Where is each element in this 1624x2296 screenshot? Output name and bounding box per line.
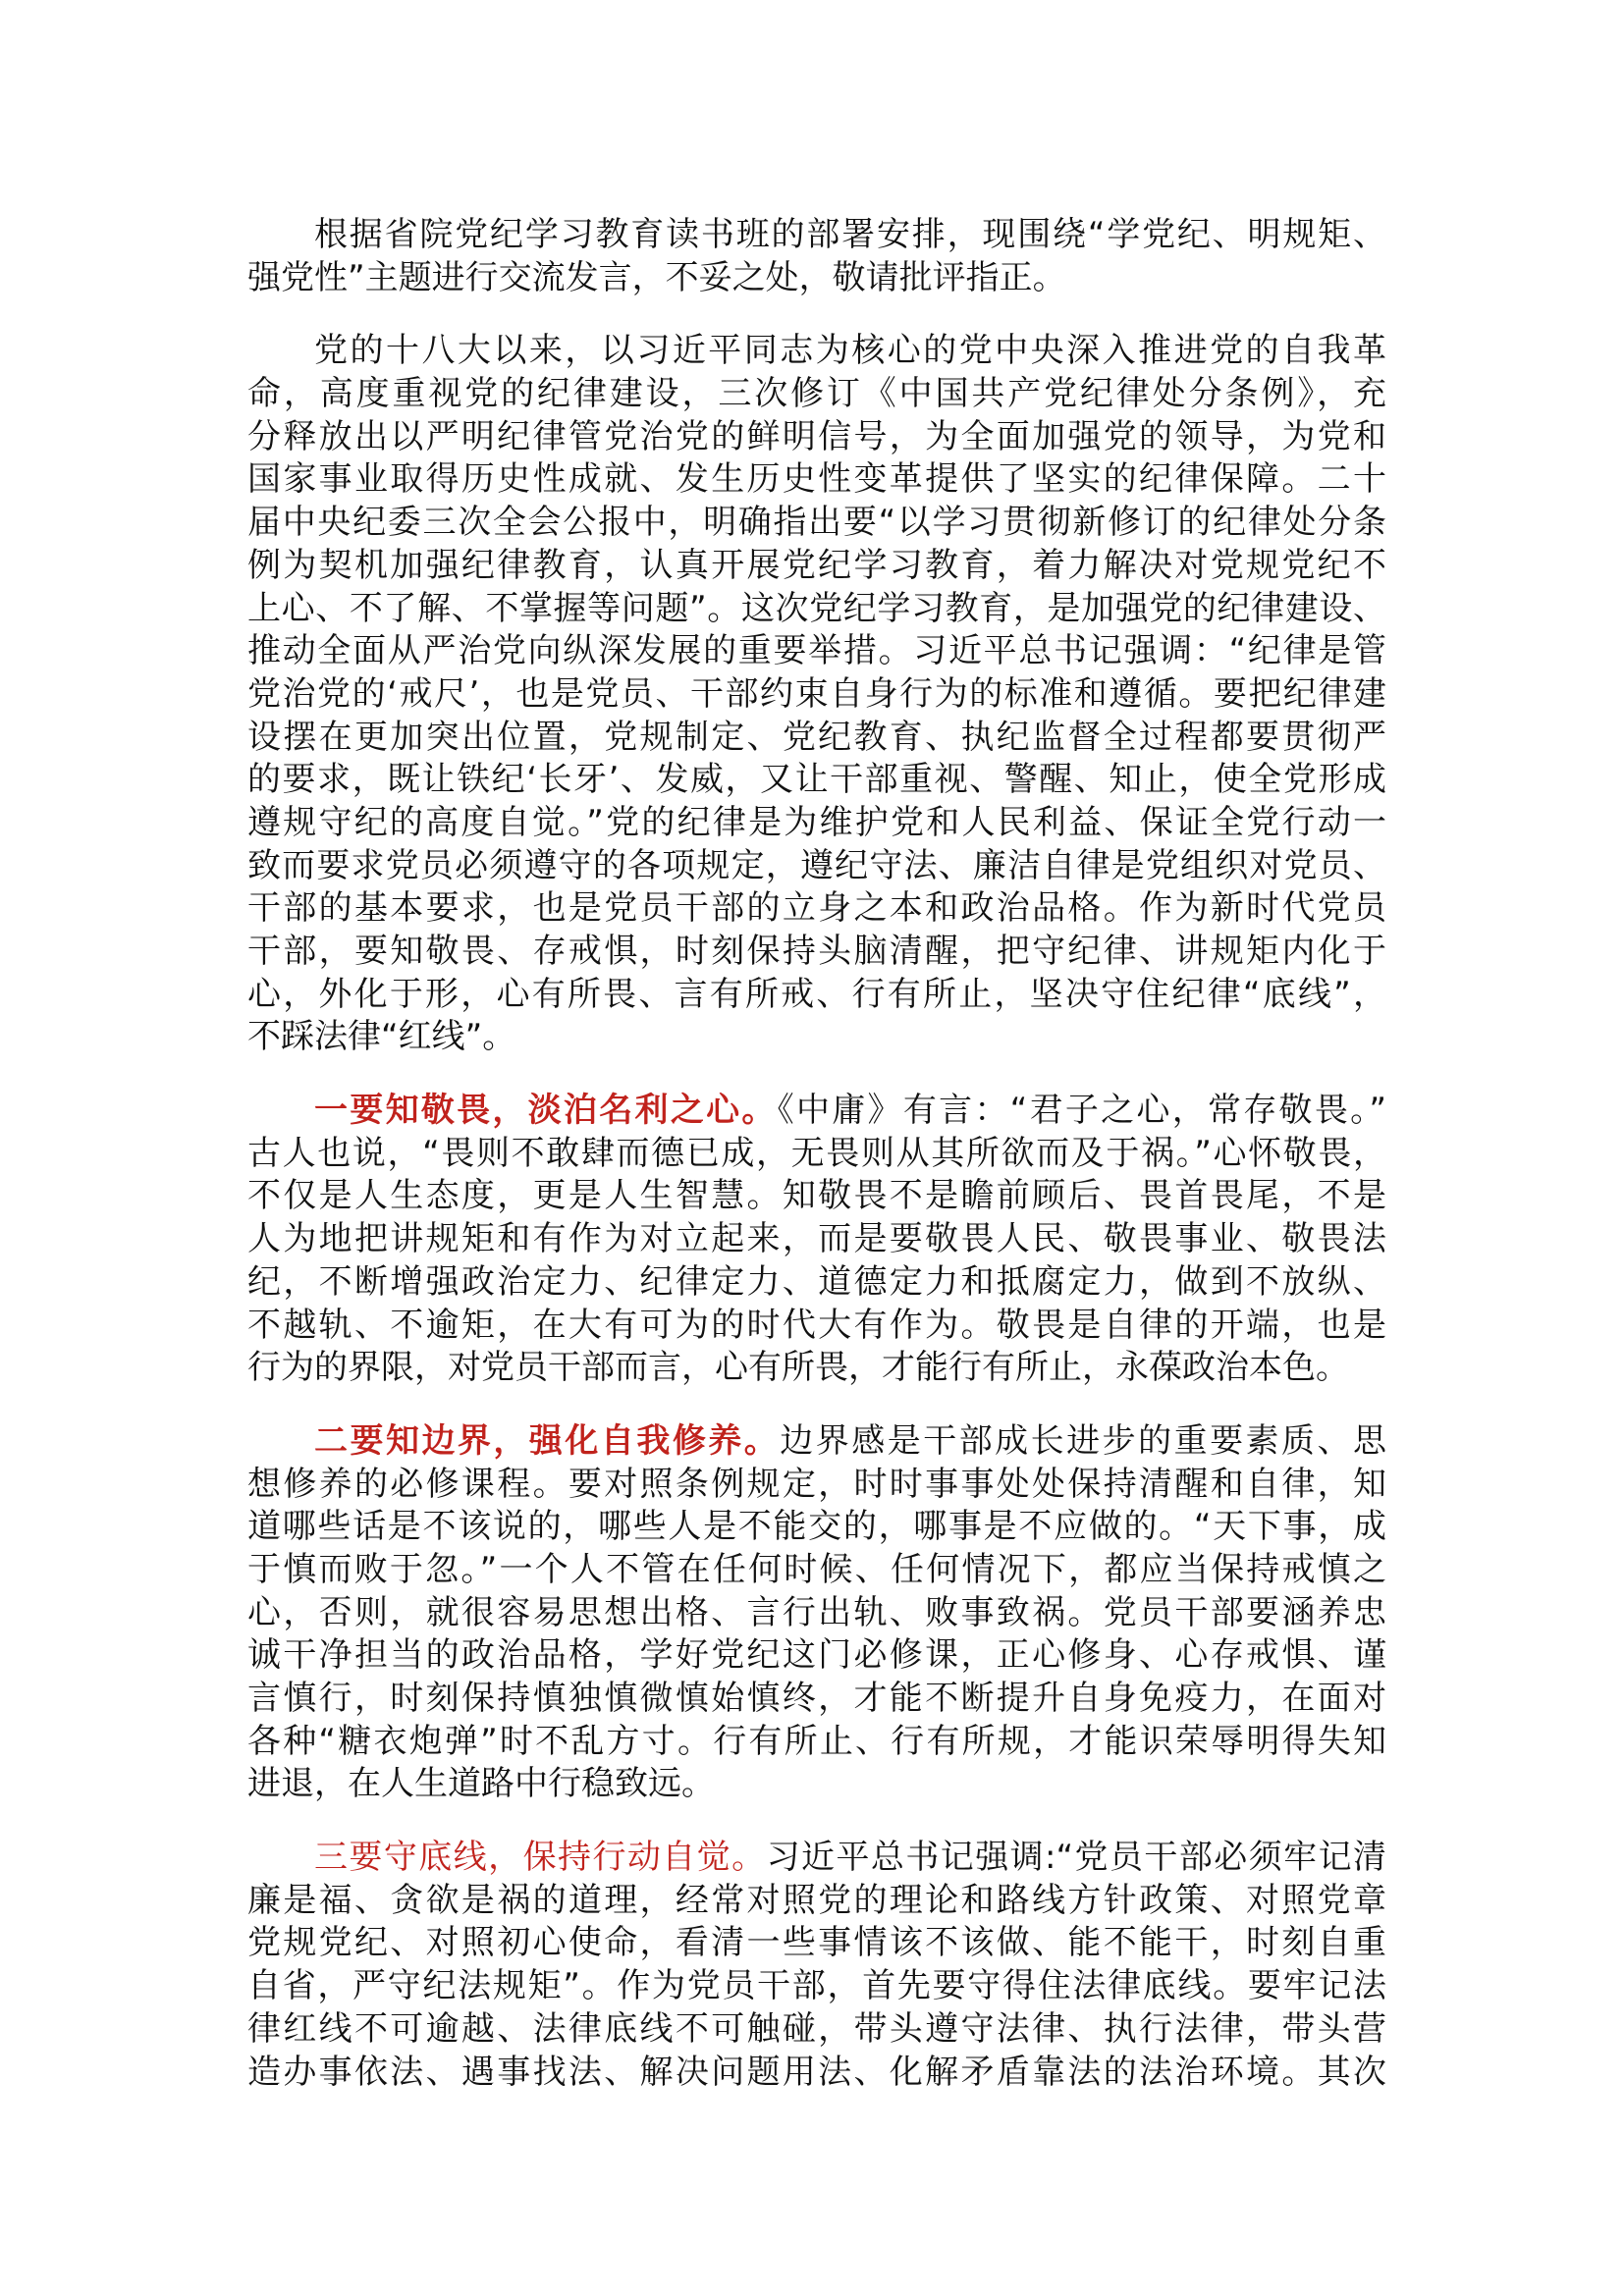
text-line <box>247 887 1386 931</box>
text-line <box>247 545 1386 588</box>
line-text: 边界感是干部成长进步的重要素质、思 <box>780 1420 1387 1461</box>
line-text: 廉是福、贪欲是祸的道理，经常对照党的理论和路线方针政策、对照党章 <box>247 1880 1386 1920</box>
text-line <box>247 1261 1386 1305</box>
text-line <box>247 1016 1386 1059</box>
text-line <box>247 1678 1386 1721</box>
line-text: 设摆在更加突出位置，党规制定、党纪教育、执纪监督全过程都要贯彻严 <box>247 717 1386 757</box>
text-line <box>247 502 1386 545</box>
text-line <box>247 1133 1386 1176</box>
line-text: 行为的界限，对党员干部而言，心有所畏，才能行有所止，永葆政治本色。 <box>247 1348 1349 1388</box>
line-text: 根据省院党纪学习教育读书班的部署安排，现围绕“学党纪、明规矩、 <box>314 215 1386 254</box>
text-line <box>247 1420 1386 1464</box>
line-text: 党规党纪、对照初心使命，看清一些事情该不该做、能不能干，时刻自重 <box>247 1923 1386 1963</box>
text-line <box>247 630 1386 673</box>
line-text: 推动全面从严治党向纵深发展的重要举措。习近平总书记强调：“纪律是管 <box>247 631 1386 671</box>
text-line <box>247 1837 1386 1880</box>
text-line <box>247 717 1386 760</box>
line-text: 诚干净担当的政治品格，学好党纪这门必修课，正心修身、心存戒惧、谨 <box>247 1635 1386 1676</box>
text-line <box>247 1506 1386 1549</box>
line-text: 遵规守纪的高度自觉。”党的纪律是为维护党和人民利益、保证全党行动一 <box>247 802 1386 842</box>
line-text: 《中庸》有言：“君子之心，常存敬畏。” <box>777 1091 1387 1131</box>
line-text: 干部的基本要求，也是党员干部的立身之本和政治品格。作为新时代党员 <box>247 888 1386 929</box>
line-text: 想修养的必修课程。要对照条例规定，时时事事处处保持清醒和自律，知 <box>247 1464 1386 1504</box>
paragraph <box>247 330 1386 1059</box>
section-heading: 三要守底线，保持行动自觉。 <box>314 1838 767 1878</box>
text-line <box>247 2008 1386 2052</box>
document-body <box>247 214 1386 2124</box>
line-text: 律红线不可逾越、法律底线不可触碰，带头遵守法律、执行法律，带头营 <box>247 2008 1386 2049</box>
text-line <box>247 1090 1386 1133</box>
line-text: 上心、不了解、不掌握等问题”。这次党纪学习教育，是加强党的纪律建设、 <box>247 588 1386 628</box>
line-text: 言慎行，时刻保持慎独慎微慎始慎终，才能不断提升自身免疫力，在面对 <box>247 1679 1386 1718</box>
text-line <box>247 1880 1386 1923</box>
line-text: 分释放出以严明纪律管党治党的鲜明信号，为全面加强党的领导，为党和 <box>247 416 1386 456</box>
text-line <box>247 1922 1386 1965</box>
text-line <box>247 759 1386 802</box>
line-text: 强党性”主题进行交流发言，不妥之处，敬请批评指正。 <box>247 257 1066 297</box>
line-text: 造办事依法、遇事找法、解决问题用法、化解矛盾靠法的法治环境。其次 <box>247 2052 1386 2092</box>
section-heading: 一要知敬畏，淡泊名利之心。 <box>314 1091 778 1131</box>
line-text: 命，高度重视党的纪律建设，三次修订《中国共产党纪律处分条例》，充 <box>247 374 1386 414</box>
line-text: 心，外化于形，心有所畏、言有所戒、行有所止，坚决守住纪律“底线”， <box>247 974 1386 1014</box>
text-line <box>247 416 1386 459</box>
text-line <box>247 373 1386 416</box>
text-line <box>247 845 1386 888</box>
line-text: 干部，要知敬畏、存戒惧，时刻保持头脑清醒，把守纪律、讲规矩内化于 <box>247 932 1386 971</box>
line-text: 不踩法律“红线”。 <box>247 1017 516 1057</box>
text-line <box>247 1763 1386 1806</box>
line-text: 纪，不断增强政治定力、纪律定力、道德定力和抵腐定力，做到不放纵、 <box>247 1261 1386 1302</box>
text-line <box>247 1965 1386 2008</box>
line-text: 习近平总书记强调:“党员干部必须牢记清 <box>766 1838 1386 1878</box>
line-text: 党治党的‘戒尺’，也是党员、干部约束自身行为的标准和遵循。要把纪律建 <box>247 673 1386 714</box>
line-text: 的要求，既让铁纪‘长牙’、发威，又让干部重视、警醒、知止，使全党形成 <box>247 760 1386 800</box>
line-text: 不仅是人生态度，更是人生智慧。知敬畏不是瞻前顾后、畏首畏尾，不是 <box>247 1176 1386 1216</box>
section-heading: 二要知边界，强化自我修养。 <box>314 1420 781 1461</box>
text-line <box>247 1634 1386 1678</box>
text-line <box>247 1592 1386 1635</box>
text-line <box>247 1464 1386 1507</box>
paragraph <box>247 214 1386 299</box>
text-line <box>247 588 1386 631</box>
text-line <box>247 214 1386 257</box>
line-text: 致而要求党员必须遵守的各项规定，遵纪守法、廉洁自律是党组织对党员、 <box>247 845 1386 885</box>
line-text: 人为地把讲规矩和有作为对立起来，而是要敬畏人民、敬畏事业、敬畏法 <box>247 1219 1386 1259</box>
text-line <box>247 974 1386 1017</box>
text-line <box>247 1218 1386 1261</box>
line-text: 进退，在人生道路中行稳致远。 <box>247 1764 715 1804</box>
line-text: 不越轨、不逾矩，在大有可为的时代大有作为。敬畏是自律的开端，也是 <box>247 1305 1386 1345</box>
text-line <box>247 2052 1386 2095</box>
text-line <box>247 1305 1386 1348</box>
line-text: 届中央纪委三次全会公报中，明确指出要“以学习贯彻新修订的纪律处分条 <box>247 503 1386 543</box>
line-text: 例为契机加强纪律教育，认真开展党纪学习教育，着力解决对党规党纪不 <box>247 545 1386 585</box>
text-line <box>247 1721 1386 1764</box>
paragraph <box>247 1420 1386 1806</box>
line-text: 各种“糖衣炮弹”时不乱方寸。行有所止、行有所规，才能识荣辱明得失知 <box>247 1721 1386 1761</box>
line-text: 党的十八大以来，以习近平同志为核心的党中央深入推进党的自我革 <box>314 331 1386 371</box>
line-text: 古人也说，“畏则不敢肆而德已成，无畏则从其所欲而及于祸。”心怀敬畏， <box>247 1133 1386 1173</box>
line-text: 道哪些话是不该说的，哪些人是不能交的，哪事是不应做的。“天下事，成 <box>247 1507 1386 1547</box>
line-text: 心，否则，就很容易思想出格、言行出轨、败事致祸。党员干部要涵养忠 <box>247 1592 1386 1632</box>
paragraph <box>247 1837 1386 2094</box>
text-line <box>247 458 1386 502</box>
text-line <box>247 330 1386 373</box>
text-line <box>247 1175 1386 1218</box>
text-line <box>247 1347 1386 1390</box>
line-text: 国家事业取得历史性成就、发生历史性变革提供了坚实的纪律保障。二十 <box>247 459 1386 500</box>
text-line <box>247 1549 1386 1592</box>
text-line <box>247 931 1386 974</box>
line-text: 自省，严守纪法规矩”。作为党员干部，首先要守得住法律底线。要牢记法 <box>247 1966 1386 2006</box>
text-line <box>247 673 1386 717</box>
line-text: 于慎而败于忽。”一个人不管在任何时候、任何情况下，都应当保持戒慎之 <box>247 1549 1386 1589</box>
text-line <box>247 257 1386 300</box>
text-line <box>247 802 1386 845</box>
paragraph <box>247 1090 1386 1390</box>
